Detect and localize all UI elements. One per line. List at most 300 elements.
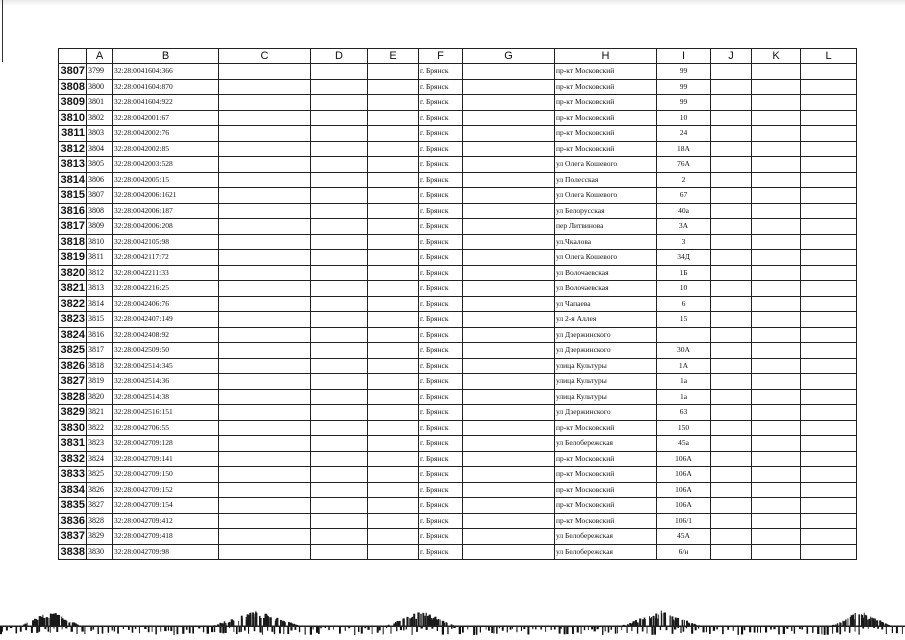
cell-cadastral-number: 32:28:0041604:870 [113,79,219,95]
cell-street: ул Дзержинского [555,343,657,359]
cell-g [463,436,555,452]
row-number: 3827 [59,374,87,390]
cell-g [463,141,555,157]
cell-c [219,529,311,545]
cell-l [801,498,857,514]
cell-c [219,219,311,235]
table-row [59,250,857,266]
cell-l [801,389,857,405]
cell-j [711,451,752,467]
cell-k [752,64,801,80]
corner-cell [59,49,87,64]
row-number: 3836 [59,513,87,529]
cell-house-number [657,327,711,343]
cell-cadastral-number: 32:28:0042709:412 [113,513,219,529]
row-number: 3816 [59,203,87,219]
cell-e [368,172,419,188]
cell-d [311,281,368,297]
row-number: 3820 [59,265,87,281]
cell-e [368,126,419,142]
cell-g [463,296,555,312]
cell-house-number: 76А [657,157,711,173]
cell-e [368,374,419,390]
column-header-row [59,49,857,64]
cell-j [711,234,752,250]
cell-j [711,405,752,421]
cell-e [368,281,419,297]
cell-e [368,234,419,250]
cell-house-number: 45а [657,436,711,452]
cell-k [752,296,801,312]
cell-a: 3828 [87,513,113,529]
cell-house-number: 99 [657,79,711,95]
cell-house-number: 3А [657,219,711,235]
scan-margin-line [2,0,3,62]
cell-city: г. Брянск [419,64,463,80]
cell-c [219,420,311,436]
cell-d [311,327,368,343]
cell-c [219,265,311,281]
cell-city: г. Брянск [419,544,463,560]
cell-g [463,513,555,529]
cell-j [711,544,752,560]
table-row [59,234,857,250]
row-number: 3817 [59,219,87,235]
cell-house-number: 6 [657,296,711,312]
cell-a: 3827 [87,498,113,514]
cell-a: 3804 [87,141,113,157]
row-number: 3823 [59,312,87,328]
cell-d [311,126,368,142]
cell-a: 3814 [87,296,113,312]
cell-a: 3821 [87,405,113,421]
cell-street: ул 2-я Аллея [555,312,657,328]
cell-e [368,95,419,111]
cell-l [801,265,857,281]
cell-d [311,467,368,483]
cell-e [368,467,419,483]
cell-l [801,141,857,157]
cell-l [801,529,857,545]
cell-k [752,203,801,219]
cell-j [711,312,752,328]
cell-k [752,482,801,498]
cell-k [752,358,801,374]
cell-g [463,343,555,359]
table-row [59,436,857,452]
cell-cadastral-number: 32:28:0042706:55 [113,420,219,436]
column-header-g: G [463,49,555,64]
cell-d [311,157,368,173]
cell-j [711,110,752,126]
cell-e [368,188,419,204]
row-number: 3824 [59,327,87,343]
cell-city: г. Брянск [419,436,463,452]
cell-j [711,358,752,374]
cell-k [752,544,801,560]
cell-cadastral-number: 32:28:0042709:128 [113,436,219,452]
cell-cadastral-number: 32:28:0042709:150 [113,467,219,483]
cell-house-number: 15 [657,312,711,328]
cell-a: 3809 [87,219,113,235]
cell-cadastral-number: 32:28:0042216:25 [113,281,219,297]
cell-c [219,64,311,80]
cell-street: пер Литвинова [555,219,657,235]
table-row [59,203,857,219]
cell-g [463,250,555,266]
cell-k [752,188,801,204]
column-header-e: E [368,49,419,64]
cell-house-number: 106А [657,482,711,498]
cell-k [752,172,801,188]
cell-a: 3822 [87,420,113,436]
cell-c [219,79,311,95]
cell-j [711,250,752,266]
cell-city: г. Брянск [419,374,463,390]
cell-g [463,172,555,188]
cell-l [801,374,857,390]
cell-c [219,296,311,312]
cell-g [463,64,555,80]
table-row [59,529,857,545]
cell-e [368,451,419,467]
cell-g [463,95,555,111]
cell-street: ул.Чкалова [555,234,657,250]
cell-k [752,79,801,95]
cell-c [219,436,311,452]
cell-house-number: 34Д [657,250,711,266]
cell-k [752,529,801,545]
cell-j [711,296,752,312]
cell-city: г. Брянск [419,265,463,281]
cell-c [219,157,311,173]
cell-d [311,219,368,235]
cell-a: 3806 [87,172,113,188]
cell-a: 3800 [87,79,113,95]
cell-street: ул Олега Кошевого [555,157,657,173]
cell-k [752,467,801,483]
cell-city: г. Брянск [419,405,463,421]
cell-street: улица Культуры [555,389,657,405]
cell-e [368,141,419,157]
cell-g [463,281,555,297]
cell-city: г. Брянск [419,467,463,483]
cell-d [311,389,368,405]
cell-cadastral-number: 32:28:0042105:98 [113,234,219,250]
cell-d [311,544,368,560]
cell-house-number: 1а [657,389,711,405]
cell-j [711,374,752,390]
table-row [59,126,857,142]
cell-j [711,436,752,452]
cell-cadastral-number: 32:28:0042006:1621 [113,188,219,204]
cell-city: г. Брянск [419,157,463,173]
row-number: 3821 [59,281,87,297]
cell-d [311,250,368,266]
cell-city: г. Брянск [419,296,463,312]
cell-l [801,219,857,235]
cell-d [311,436,368,452]
cell-a: 3803 [87,126,113,142]
cell-house-number: 3 [657,234,711,250]
cell-e [368,389,419,405]
cell-j [711,95,752,111]
table-row [59,79,857,95]
cell-k [752,265,801,281]
scan-top-edge [0,0,905,6]
row-number: 3813 [59,157,87,173]
cell-street: ул Олега Кошевого [555,188,657,204]
cell-j [711,203,752,219]
cell-d [311,482,368,498]
cell-l [801,157,857,173]
cell-house-number: 1Б [657,265,711,281]
column-header-i: I [657,49,711,64]
cell-street: пр-кт Московский [555,498,657,514]
cell-a: 3799 [87,64,113,80]
cell-c [219,513,311,529]
cell-k [752,110,801,126]
cell-a: 3815 [87,312,113,328]
cell-c [219,188,311,204]
cell-j [711,79,752,95]
cell-k [752,420,801,436]
cell-house-number: 99 [657,95,711,111]
table-row [59,219,857,235]
cell-g [463,312,555,328]
cell-d [311,188,368,204]
cell-g [463,265,555,281]
cell-a: 3807 [87,188,113,204]
cell-c [219,343,311,359]
cell-l [801,172,857,188]
cell-street: ул Белобережская [555,436,657,452]
row-number: 3833 [59,467,87,483]
cell-street: ул Дзержинского [555,405,657,421]
cell-e [368,529,419,545]
cell-cadastral-number: 32:28:0042709:98 [113,544,219,560]
cell-cadastral-number: 32:28:0042001:67 [113,110,219,126]
row-number: 3826 [59,358,87,374]
cell-g [463,79,555,95]
table-row [59,544,857,560]
cell-d [311,234,368,250]
cell-cadastral-number: 32:28:0042407:149 [113,312,219,328]
cell-city: г. Брянск [419,172,463,188]
table-row [59,374,857,390]
cell-city: г. Брянск [419,420,463,436]
table-row [59,358,857,374]
cell-a: 3830 [87,544,113,560]
cell-l [801,513,857,529]
cell-a: 3805 [87,157,113,173]
cell-cadastral-number: 32:28:0042709:141 [113,451,219,467]
cell-l [801,188,857,204]
cell-a: 3811 [87,250,113,266]
cell-a: 3812 [87,265,113,281]
cell-d [311,420,368,436]
cell-c [219,544,311,560]
cell-g [463,110,555,126]
cell-e [368,482,419,498]
cell-c [219,327,311,343]
cell-a: 3825 [87,467,113,483]
cell-e [368,343,419,359]
cell-street: пр-кт Московский [555,467,657,483]
row-number: 3838 [59,544,87,560]
cell-g [463,157,555,173]
cell-g [463,219,555,235]
cell-g [463,498,555,514]
cell-l [801,296,857,312]
cell-d [311,513,368,529]
cell-l [801,281,857,297]
cell-house-number: 106/1 [657,513,711,529]
cell-e [368,498,419,514]
cell-d [311,529,368,545]
cell-city: г. Брянск [419,451,463,467]
cell-city: г. Брянск [419,312,463,328]
table-row [59,265,857,281]
table-row [59,110,857,126]
cell-l [801,234,857,250]
cell-city: г. Брянск [419,513,463,529]
cell-e [368,79,419,95]
cell-l [801,110,857,126]
row-number: 3811 [59,126,87,142]
cell-city: г. Брянск [419,482,463,498]
cell-l [801,467,857,483]
column-header-c: C [219,49,311,64]
table-row [59,405,857,421]
cell-city: г. Брянск [419,327,463,343]
cell-j [711,482,752,498]
cell-j [711,389,752,405]
cell-street: пр-кт Московский [555,420,657,436]
cell-a: 3818 [87,358,113,374]
table-row [59,172,857,188]
cell-g [463,358,555,374]
table-row [59,281,857,297]
cell-k [752,451,801,467]
row-number: 3828 [59,389,87,405]
cell-house-number: 24 [657,126,711,142]
cell-l [801,405,857,421]
cell-l [801,358,857,374]
cell-c [219,389,311,405]
column-header-k: K [752,49,801,64]
cell-k [752,281,801,297]
cell-city: г. Брянск [419,234,463,250]
cell-street: ул Белобережская [555,544,657,560]
table-row [59,343,857,359]
cell-a: 3801 [87,95,113,111]
cell-street: пр-кт Московский [555,95,657,111]
cell-street: ул Полесская [555,172,657,188]
cell-k [752,498,801,514]
cell-e [368,544,419,560]
cell-k [752,436,801,452]
cell-a: 3817 [87,343,113,359]
cell-g [463,482,555,498]
cell-e [368,296,419,312]
cell-c [219,405,311,421]
cell-g [463,467,555,483]
row-number: 3809 [59,95,87,111]
cell-street: ул Олега Кошевого [555,250,657,266]
cell-k [752,157,801,173]
cell-a: 3824 [87,451,113,467]
cell-g [463,420,555,436]
cell-house-number: 1А [657,358,711,374]
cell-j [711,529,752,545]
cell-street: ул Белобережская [555,529,657,545]
cell-l [801,79,857,95]
column-header-f: F [419,49,463,64]
cell-j [711,281,752,297]
cell-street: пр-кт Московский [555,482,657,498]
cell-g [463,234,555,250]
cell-city: г. Брянск [419,358,463,374]
cell-city: г. Брянск [419,95,463,111]
cell-cadastral-number: 32:28:0042002:76 [113,126,219,142]
cell-cadastral-number: 32:28:0042709:152 [113,482,219,498]
cell-street: пр-кт Московский [555,141,657,157]
cell-d [311,265,368,281]
cell-k [752,374,801,390]
cell-cadastral-number: 32:28:0042709:154 [113,498,219,514]
column-header-h: H [555,49,657,64]
cell-e [368,513,419,529]
cell-cadastral-number: 32:28:0042005:15 [113,172,219,188]
cell-g [463,203,555,219]
cell-c [219,95,311,111]
cell-cadastral-number: 32:28:0042006:208 [113,219,219,235]
cell-a: 3816 [87,327,113,343]
cell-house-number: 106А [657,498,711,514]
cell-cadastral-number: 32:28:0042406:76 [113,296,219,312]
cell-house-number: 67 [657,188,711,204]
row-number: 3810 [59,110,87,126]
cell-g [463,405,555,421]
table-row [59,482,857,498]
cell-d [311,79,368,95]
cell-street: пр-кт Московский [555,126,657,142]
cell-city: г. Брянск [419,281,463,297]
cell-j [711,498,752,514]
cell-j [711,188,752,204]
table-row [59,451,857,467]
table-row [59,296,857,312]
cell-city: г. Брянск [419,389,463,405]
row-number: 3822 [59,296,87,312]
table-row [59,64,857,80]
cell-a: 3813 [87,281,113,297]
cell-d [311,95,368,111]
cell-k [752,343,801,359]
cell-l [801,436,857,452]
cell-d [311,405,368,421]
cell-e [368,420,419,436]
cell-l [801,126,857,142]
cell-c [219,358,311,374]
cell-d [311,451,368,467]
cell-city: г. Брянск [419,110,463,126]
cell-d [311,343,368,359]
cell-j [711,172,752,188]
column-header-d: D [311,49,368,64]
cell-a: 3823 [87,436,113,452]
